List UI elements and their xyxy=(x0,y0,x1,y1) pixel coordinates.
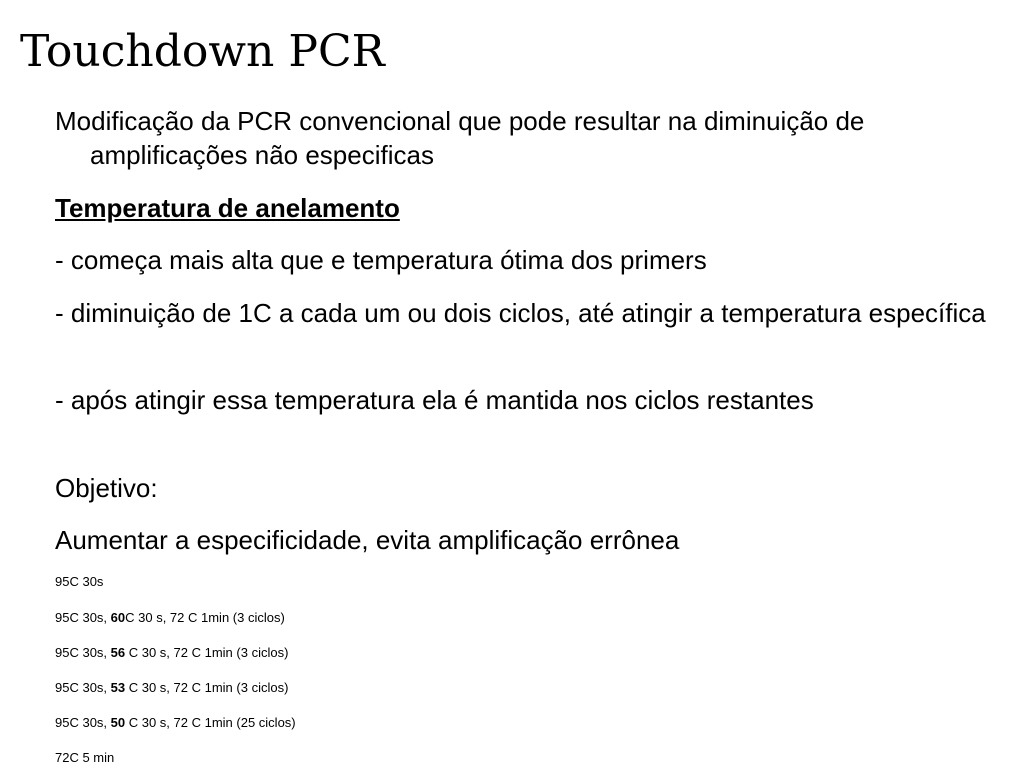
annealing-temp: 53 xyxy=(110,680,126,695)
bullet-item: - diminuição de 1C a cada um ou dois ciclos, até atingir a temperatura específica xyxy=(55,298,986,328)
program-step-text: 95C 30s, xyxy=(55,715,111,730)
bullet-item: - começa mais alta que e temperatura ótima dos primers xyxy=(55,245,707,275)
program-step xyxy=(55,574,103,590)
objective-text: Aumentar a especificidade, evita amplificação errônea xyxy=(55,525,680,555)
objective-label: Objetivo: xyxy=(55,473,158,503)
annealing-temp: 60 xyxy=(110,610,126,625)
annealing-temp: 56 xyxy=(110,645,126,660)
program-step-text: C 30 s, 72 C 1min (3 ciclos) xyxy=(125,610,285,625)
program-step-text: 95C 30s, xyxy=(55,610,111,625)
slide-title: Touchdown PCR xyxy=(20,26,385,77)
program-step-text: 95C 30s, xyxy=(55,645,111,660)
section-heading: Temperatura de anelamento xyxy=(55,193,400,223)
bullet-item: - após atingir essa temperatura ela é mantida nos ciclos restantes xyxy=(55,385,814,415)
program-step-text: C 30 s, 72 C 1min (3 ciclos) xyxy=(125,680,289,695)
program-step-text: C 30 s, 72 C 1min (3 ciclos) xyxy=(125,645,289,660)
program-step xyxy=(55,680,288,696)
program-step-text: 72C 5 min xyxy=(55,750,115,765)
program-step xyxy=(55,645,288,661)
program-step-text: C 30 s, 72 C 1min (25 ciclos) xyxy=(125,715,296,730)
program-step xyxy=(55,750,114,766)
annealing-temp: 50 xyxy=(110,715,126,730)
program-step xyxy=(55,715,296,731)
program-step-text: 95C 30s, xyxy=(55,680,111,695)
program-step xyxy=(55,610,285,626)
program-step-text: 95C 30s xyxy=(55,574,104,589)
intro-paragraph: Modificação da PCR convencional que pode resultar na diminuição de amplificações não especificas xyxy=(55,106,865,170)
